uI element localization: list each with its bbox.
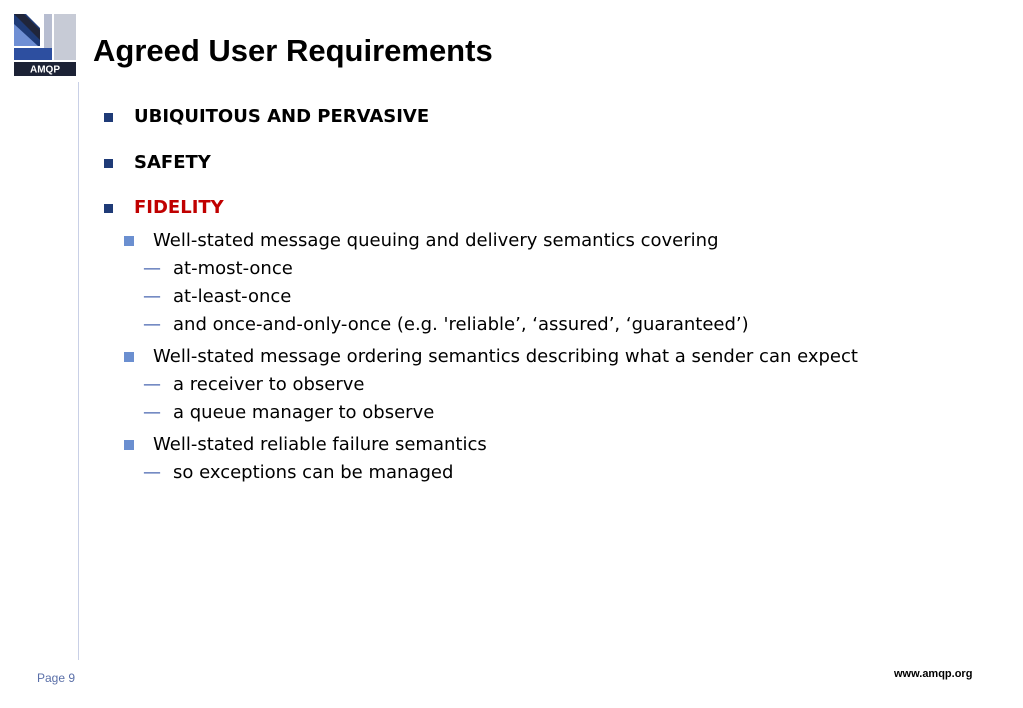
square-bullet-icon [124,236,134,246]
square-bullet-icon [124,352,134,362]
square-bullet-icon [104,159,113,168]
page-number: Page 9 [37,671,76,685]
website-link[interactable]: www.amqp.org [894,668,973,680]
logo-text: AMQP [30,64,60,76]
bullet-text: FIDELITY [134,197,224,218]
dash-bullet-icon: — [143,462,161,483]
dash-item-text: at-least-once [173,286,292,307]
dash-item-text: so exceptions can be managed [173,462,454,483]
bullet-text: UBIQUITOUS AND PERVASIVE [134,106,430,127]
square-bullet-icon [104,113,113,122]
page-title: Agreed User Requirements [93,33,493,68]
dash-bullet-icon: — [143,258,161,279]
dash-item-text: and once-and-only-once (e.g. 'reliable’, ‘assured’, ‘guaranteed’) [173,314,749,335]
bullet-text: SAFETY [134,152,211,173]
dash-item-text: a receiver to observe [173,374,365,395]
dash-bullet-icon: — [143,374,161,395]
dash-bullet-icon: — [143,286,161,307]
sub-item-text: Well-stated message ordering semantics describing what a sender can expect [153,346,858,367]
square-bullet-icon [124,440,134,450]
dash-item-text: a queue manager to observe [173,402,435,423]
sub-item-text: Well-stated message queuing and delivery semantics covering [153,230,719,251]
dash-item-text: at-most-once [173,258,293,279]
dash-bullet-icon: — [143,402,161,423]
square-bullet-icon [104,204,113,213]
sub-item-text: Well-stated reliable failure semantics [153,434,487,455]
dash-bullet-icon: — [143,314,161,335]
